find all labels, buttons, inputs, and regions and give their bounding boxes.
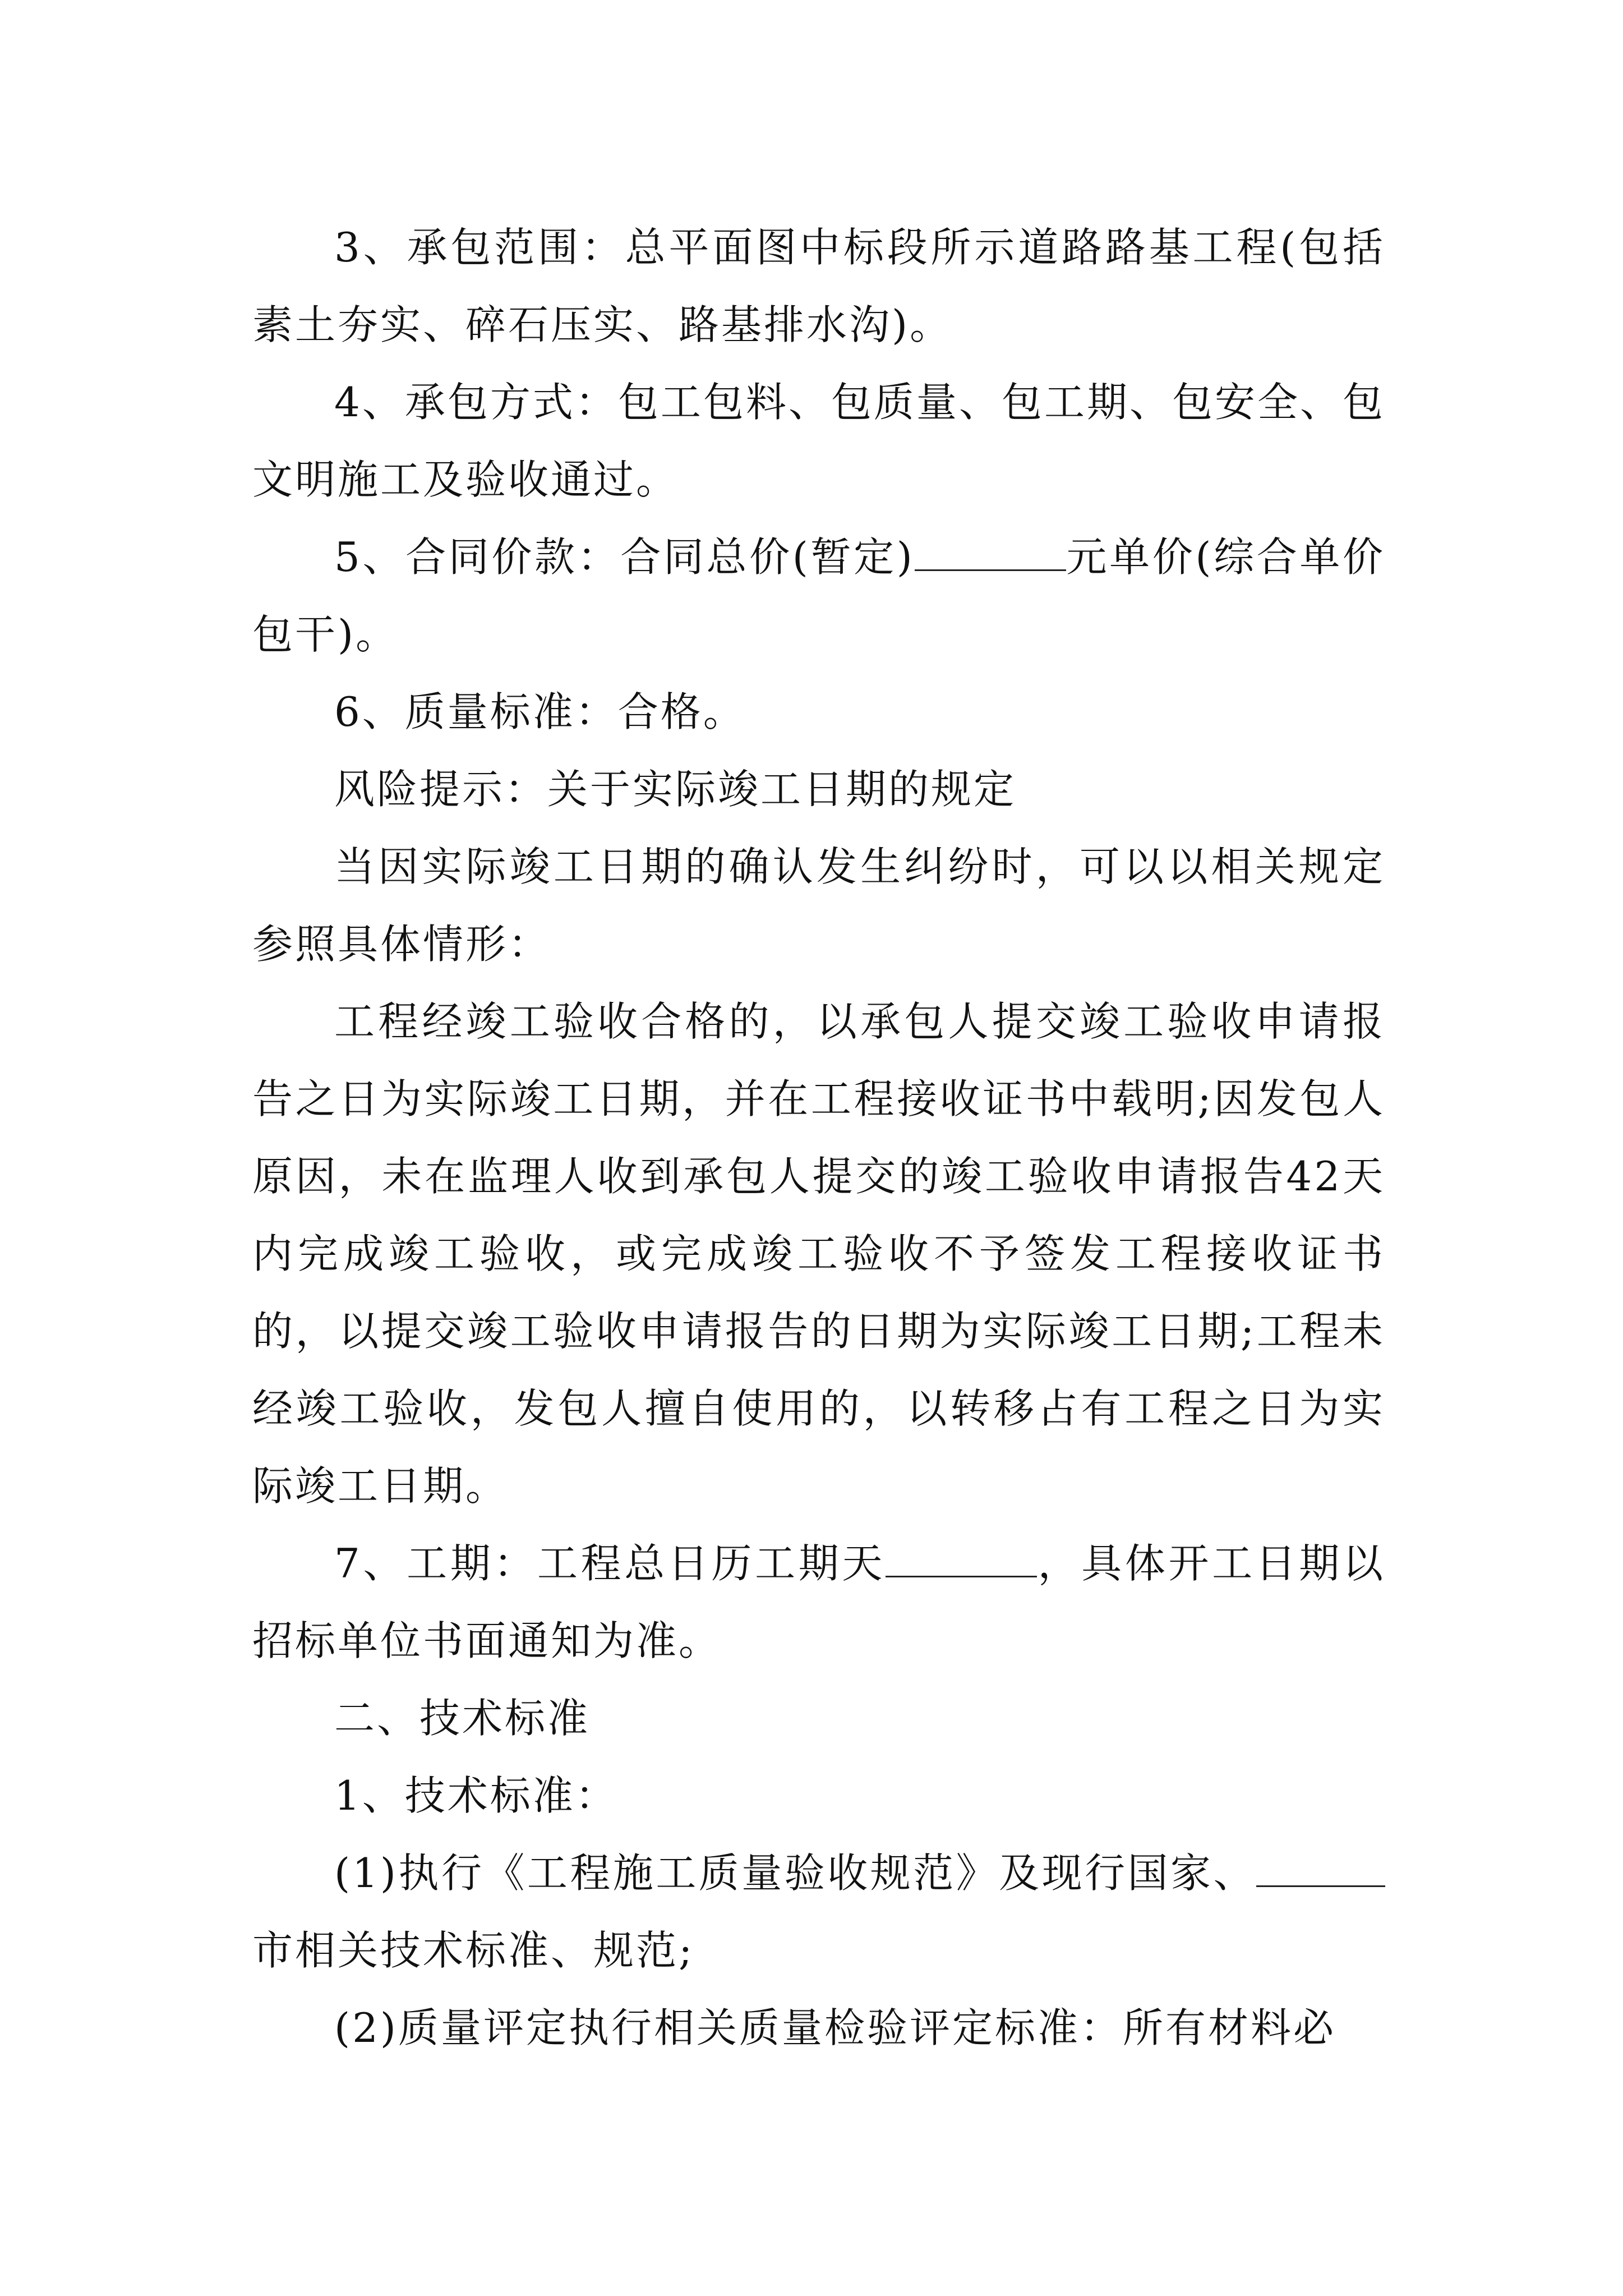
technical-item-1-text-before: (1)执行《工程施工质量验收规范》及现行国家、 bbox=[334, 1849, 1256, 1897]
contract-price-blank bbox=[915, 535, 1066, 571]
scope-text: 3、承包范围：总平面图中标段所示道路路基工程(包括素土夯实、碎石压实、路基排水沟)。 bbox=[252, 224, 1385, 348]
dispute-intro-text: 当因实际竣工日期的确认发生纠纷时，可以以相关规定参照具体情形： bbox=[252, 843, 1385, 968]
paragraph-scope bbox=[252, 209, 1385, 364]
risk-tip-text: 风险提示：关于实际竣工日期的规定 bbox=[334, 766, 1017, 813]
paragraph-quality-standard bbox=[252, 673, 1385, 751]
quality-standard-text: 6、质量标准：合格。 bbox=[334, 688, 746, 735]
paragraph-risk-tip bbox=[252, 751, 1385, 828]
paragraph-contract-mode bbox=[252, 364, 1385, 518]
construction-period-text-after: ，具体开工日期以招标单位书面通知为准。 bbox=[252, 1540, 1385, 1664]
paragraph-completion-rules bbox=[252, 983, 1385, 1525]
paragraph-construction-period bbox=[252, 1525, 1385, 1680]
paragraph-dispute-intro bbox=[252, 828, 1385, 983]
technical-standards-heading-text: 二、技术标准 bbox=[334, 1695, 591, 1742]
document-body bbox=[252, 209, 1385, 2067]
paragraph-technical-standards-1 bbox=[252, 1757, 1385, 1834]
technical-standards-1-text: 1、技术标准： bbox=[334, 1772, 618, 1819]
technical-item-1-blank bbox=[1256, 1851, 1385, 1887]
completion-rules-text: 工程经竣工验收合格的，以承包人提交竣工验收申请报告之日为实际竣工日期，并在工程接收证书中载明;因发包人原因，未在监理人收到承包人提交的竣工验收申请报告42天内完成竣工验收，或完成竣工验收不予签发工程接收证书的，以提交竣工验收申请报告的日期为实际竣工日期;工程未经竣工验收，发包人擅自使用的，以转移占有工程之日为实际竣工日期。 bbox=[252, 998, 1385, 1510]
section-heading-technical-standards bbox=[252, 1680, 1385, 1757]
paragraph-contract-price bbox=[252, 518, 1385, 673]
technical-item-1-text-after: 市相关技术标准、规范; bbox=[252, 1927, 695, 1974]
paragraph-technical-standards-item-2 bbox=[252, 1989, 1385, 2067]
contract-mode-text: 4、承包方式：包工包料、包质量、包工期、包安全、包文明施工及验收通过。 bbox=[252, 379, 1385, 503]
contract-price-text-before: 5、合同价款：合同总价(暂定) bbox=[334, 533, 915, 581]
paragraph-technical-standards-item-1 bbox=[252, 1834, 1385, 1989]
construction-period-text-before: 7、工期：工程总日历工期天 bbox=[334, 1540, 886, 1587]
construction-period-blank bbox=[886, 1541, 1037, 1577]
technical-item-2-text: (2)质量评定执行相关质量检验评定标准：所有材料必 bbox=[334, 2004, 1336, 2051]
contract-price-text-after: 元单价(综合单价包干)。 bbox=[252, 533, 1385, 658]
